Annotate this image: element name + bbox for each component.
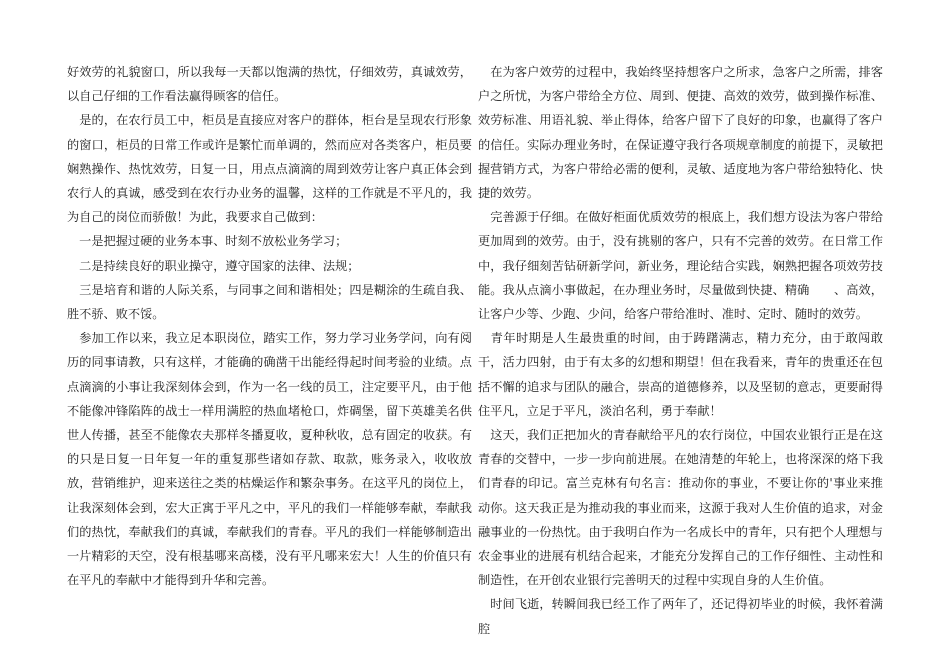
paragraph: 参加工作以来，我立足本职岗位，踏实工作，努力学习业务学问，向有阅历的同事请教，只有这样，才能确的确凿干出能经得起时间考验的业绩。点点滴滴的小事让我深刻体会到，作为一名一线的员工，注定要平凡，由于他不能像冲锋陷阵的战士一样用满腔的热血堵枪口，炸碉堡，留下英雄美名供世人传播，甚至不能像农夫那样冬播夏收，夏种秋收，总有固定的收获。有的只是日复一日年复一年的重复那些诸如存款、取款，账务录入，收收放放，营销维护，迎来送往之类的枯燥运作和繁杂事务。在这平凡的岗位上，让我深刻体会到，宏大正寓于平凡之中，平凡的我们一样能够奉献，奉献我们的热忱，奉献我们的真诚，奉献我们的青春。平凡的我们一样能够制造出一片精彩的天空，没有根基哪来高楼，没有平凡哪来宏大！人生的价值只有在平凡的奉献中才能得到升华和完善。 [67, 331, 472, 588]
paragraph: 完善源于仔细。在做好柜面优质效劳的根底上，我们想方设法为客户带给更加周到的效劳。由于，没有挑剔的客户，只有不完善的效劳。在日常工作中，我仔细刻苦钻研新学问，新业务，理论结合实践，娴熟把握各项效劳技能。我从点滴小事做起，在办理业务时，尽量做到快捷、精确 、高效，让客户少等、少跑、少问，给客户带给准时、准时、定时、随时的效劳。 [478, 210, 883, 322]
paragraph: 一是把握过硬的业务本事、时刻不放松业务学习； [67, 234, 348, 249]
right-column [478, 60, 883, 641]
left-column [67, 60, 472, 592]
paragraph: 在为客户效劳的过程中，我始终坚持想客户之所求，急客户之所需，排客户之所忧，为客户带给全方位、周到、便捷、高效的效劳，做到操作标准、效劳标准、用语礼貌、举止得体，给客户留下了良好的印象，也赢得了客户的信任。实际办理业务时，在保证遵守我行各项规章制度的前提下，灵敏把握营销方式，为客户带给必需的便利，灵敏、适度地为客户带给独特化、快捷的效劳。 [478, 65, 883, 201]
paragraph: 三是培育和谐的人际关系，与同事之间和谐相处；四是糊涂的生疏自我、胜不骄、败不馁。 [67, 282, 472, 322]
paragraph: 青年时期是人生最贵重的时间，由于踌躇满志，精力充分，由于敢闯敢干，活力四射，由于有太多的幻想和期望！但在我看来，青年的贵重还在包括不懈的追求与团队的融合，崇高的道德修养，以及坚韧的意志，更要耐得住平凡，立足于平凡，淡泊名利，勇于奉献！ [478, 331, 883, 418]
paragraph: 这天，我们正把加火的青春献给平凡的农行岗位，中国农业银行正是在这青春的交替中，一步一步向前进展。在她清楚的年轮上，也将深深的烙下我们青春的印记。富兰克林有句名言：推动你的事业，不要让你的'事业来推动你。这天我正是为推动我的事业而来，这源于我对人生价值的追求，对金融事业的一份热忱。由于我明白作为一名成长中的青年，只有把个人理想与农金事业的进展有机结合起来，才能充分发挥自己的工作仔细性、主动性和制造性，在开创农业银行完善明天的过程中实现自身的人生价值。 [478, 428, 883, 588]
paragraph: 时间飞逝，转瞬间我已经工作了两年了，还记得初毕业的时候，我怀着满腔 [478, 597, 883, 636]
paragraph: 好效劳的礼貌窗口，所以我每一天都以饱满的热忱，仔细效劳，真诚效劳，以自己仔细的工作看法赢得顾客的信任。 [67, 65, 472, 104]
paragraph: 是的，在农行员工中，柜员是直接应对客户的群体，柜台是呈现农行形象的窗口，柜员的日常工作或许是繁忙而单调的，然而应对各类客户，柜员要娴熟操作、热忱效劳，日复一日，用点点滴滴的周到效劳让客户真正体会到农行人的真诚，感受到在农行办业务的温馨，这样的工作就是不平凡的，我为自己的岗位而骄傲！为此，我要求自己做到： [67, 113, 472, 225]
paragraph: 二是持续良好的职业操守，遵守国家的法律、法规； [67, 258, 360, 273]
